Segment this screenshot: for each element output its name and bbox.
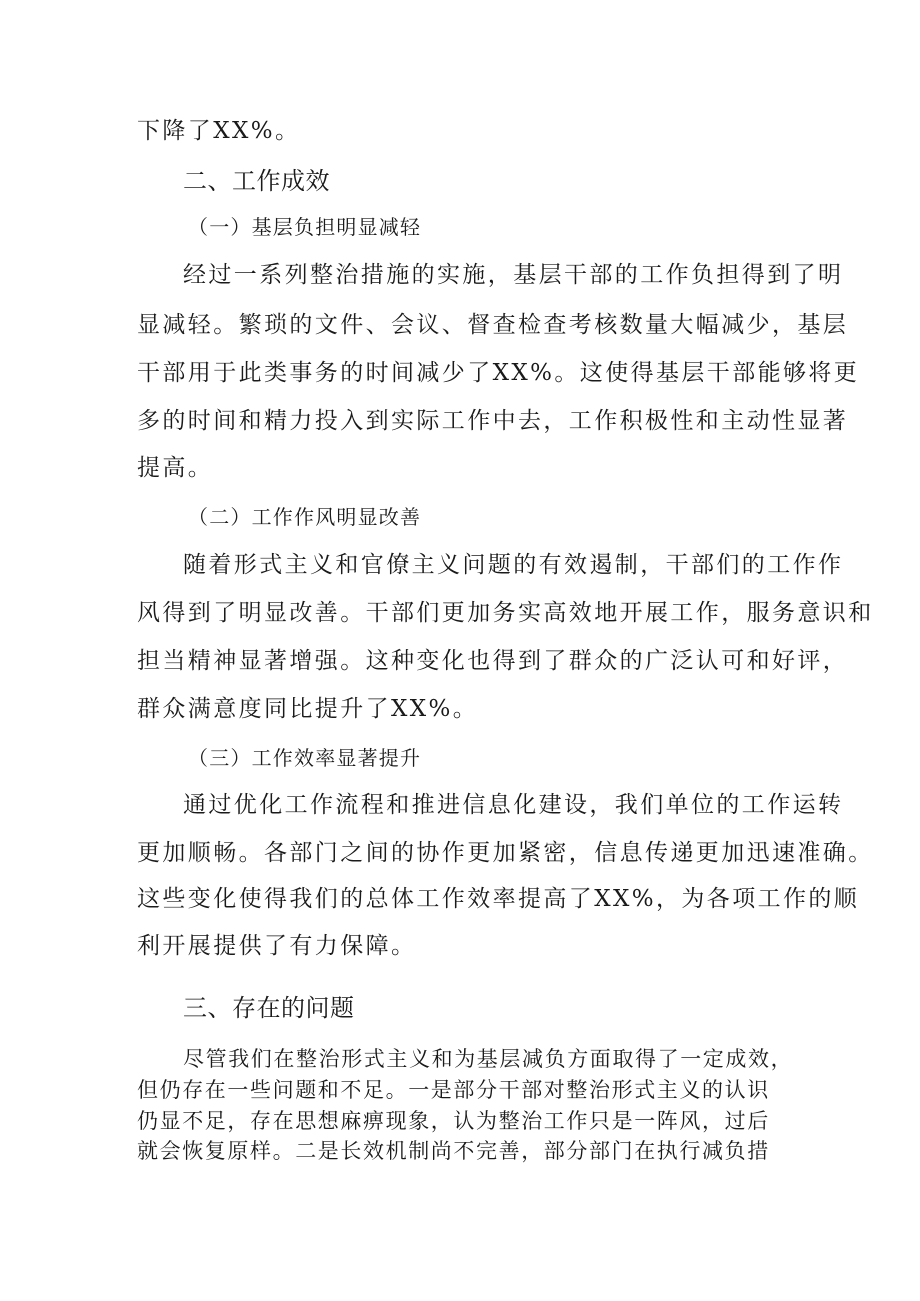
paragraph-line: 尽管我们在整治形式主义和为基层减负方面取得了一定成效， [183,1047,794,1071]
subsection-3-heading: （三）工作效率显著提升 [188,746,422,770]
paragraph-line: 更加顺畅。各部门之间的协作更加紧密，信息传递更加迅速准确。 [137,840,874,866]
paragraph-line: 但仍存在一些问题和不足。一是部分干部对整治形式主义的认识 [137,1078,770,1102]
subsection-1-heading: （一）基层负担明显减轻 [188,215,422,239]
section-2-heading: 二、工作成效 [183,167,330,195]
paragraph-line: 担当精神显著增强。这种变化也得到了群众的广泛认可和好评， [137,648,849,674]
paragraph-line: 多的时间和精力投入到实际工作中去，工作积极性和主动性显著 [137,408,849,434]
paragraph-line: 就会恢复原样。二是长效机制尚不完善，部分部门在执行减负措 [137,1139,770,1163]
paragraph-line: 经过一系列整治措施的实施，基层干部的工作负担得到了明 [183,262,844,288]
intro-tail-line: 下降了XX%。 [137,118,301,144]
paragraph-line: 群众满意度同比提升了XX%。 [137,696,479,722]
subsection-2-heading: （二）工作作风明显改善 [188,505,422,529]
paragraph-line: 提高。 [137,455,214,481]
section-3-heading: 三、存在的问题 [183,994,355,1022]
paragraph-line: 显减轻。繁琐的文件、会议、督查检查考核数量大幅减少，基层 [137,312,849,338]
paragraph-line: 干部用于此类事务的时间减少了XX%。这使得基层干部能够将更 [137,360,860,386]
paragraph-line: 随着形式主义和官僚主义问题的有效遏制，干部们的工作作 [183,552,844,578]
paragraph-line: 这些变化使得我们的总体工作效率提高了XX%，为各项工作的顺 [137,886,860,912]
paragraph-line: 通过优化工作流程和推进信息化建设，我们单位的工作运转 [183,792,844,818]
paragraph-line: 利开展提供了有力保障。 [137,933,417,959]
paragraph-line: 风得到了明显改善。干部们更加务实高效地开展工作，服务意识和 [137,600,874,626]
paragraph-line: 仍显不足，存在思想麻痹现象，认为整治工作只是一阵风，过后 [137,1109,770,1133]
